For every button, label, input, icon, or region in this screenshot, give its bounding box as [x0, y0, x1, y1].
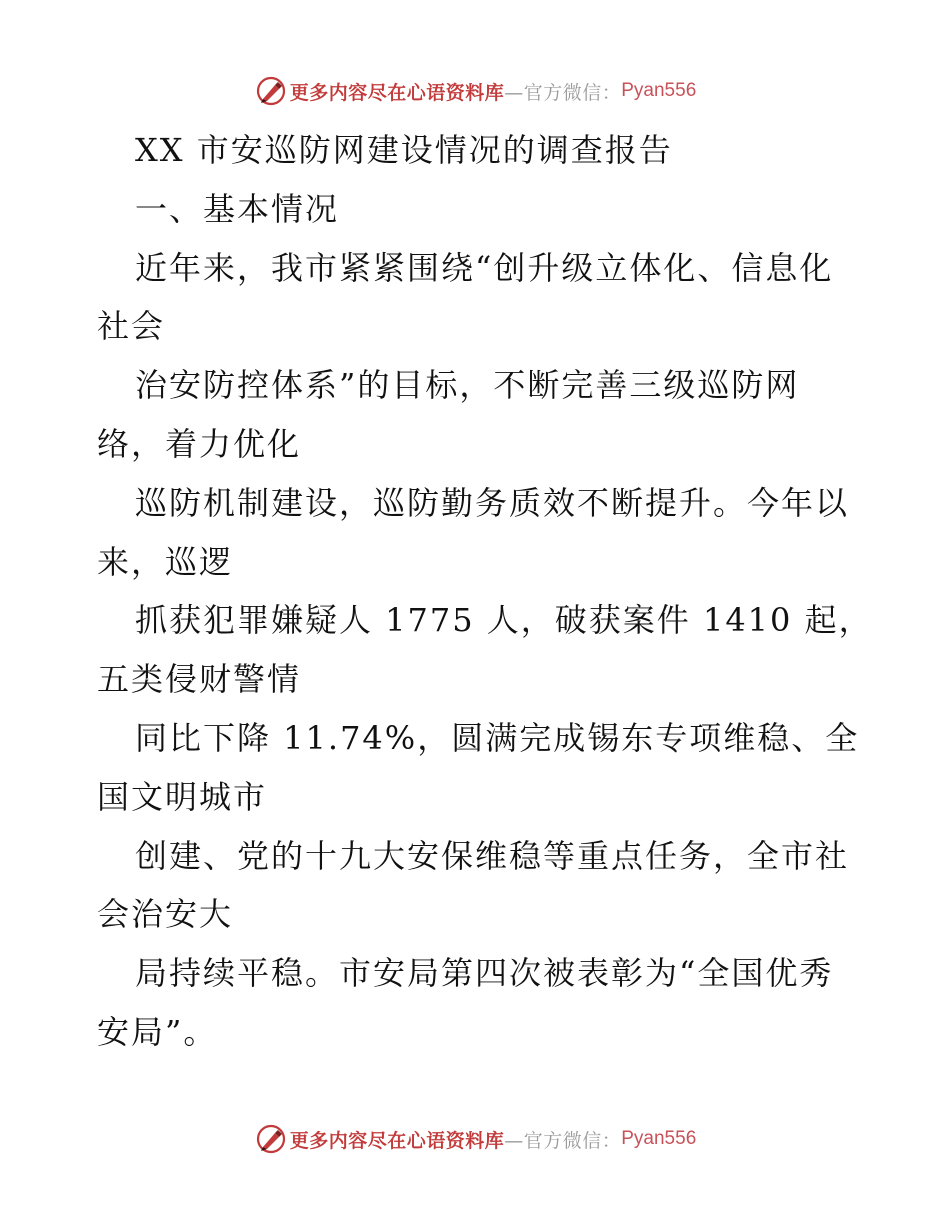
paragraph-line: 同比下降 11.74%，圆满完成锡东专项维稳、全	[135, 718, 860, 757]
paragraph-line: 抓获犯罪嫌疑人 1775 人，破获案件 1410 起，	[135, 601, 873, 640]
footer-banner[interactable]	[0, 1119, 950, 1159]
paragraph-line: 国文明城市	[97, 777, 268, 816]
paragraph-line: 创建、党的十九大安保维稳等重点任务，全市社	[135, 836, 850, 875]
wechat-label: —官方微信：	[504, 1129, 622, 1152]
paragraph-line: 局持续平稳。市安局第四次被表彰为“全国优秀	[135, 954, 834, 993]
wechat-label: —官方微信：	[504, 81, 622, 104]
paragraph-line: 络，着力优化	[97, 424, 302, 463]
paragraph-line: 五类侵财警情	[97, 660, 302, 699]
wechat-id: Pyan556	[621, 1128, 697, 1149]
paragraph-line: 来，巡逻	[97, 542, 234, 581]
pen-logo-icon	[254, 74, 288, 108]
paragraph-line: 巡防机制建设，巡防勤务质效不断提升。今年以	[135, 483, 850, 522]
pen-logo-icon	[254, 1122, 288, 1156]
wechat-id: Pyan556	[621, 80, 697, 101]
document-title: XX 市安巡防网建设情况的调查报告	[135, 131, 673, 169]
paragraph-line: 近年来，我市紧紧围绕“创升级立体化、信息化	[135, 248, 834, 287]
paragraph-line: 会治安大	[97, 895, 234, 934]
slogan-text: 更多内容尽在心语资料库	[289, 1129, 505, 1152]
section-heading: 一、基本情况	[135, 189, 340, 228]
slogan-text: 更多内容尽在心语资料库	[289, 81, 505, 104]
paragraph-line: 社会	[97, 307, 166, 346]
paragraph-line: 安局”。	[97, 1012, 218, 1051]
document-body	[97, 121, 873, 1062]
header-banner[interactable]	[0, 71, 950, 111]
paragraph-line: 治安防控体系”的目标，不断完善三级巡防网	[135, 366, 800, 405]
